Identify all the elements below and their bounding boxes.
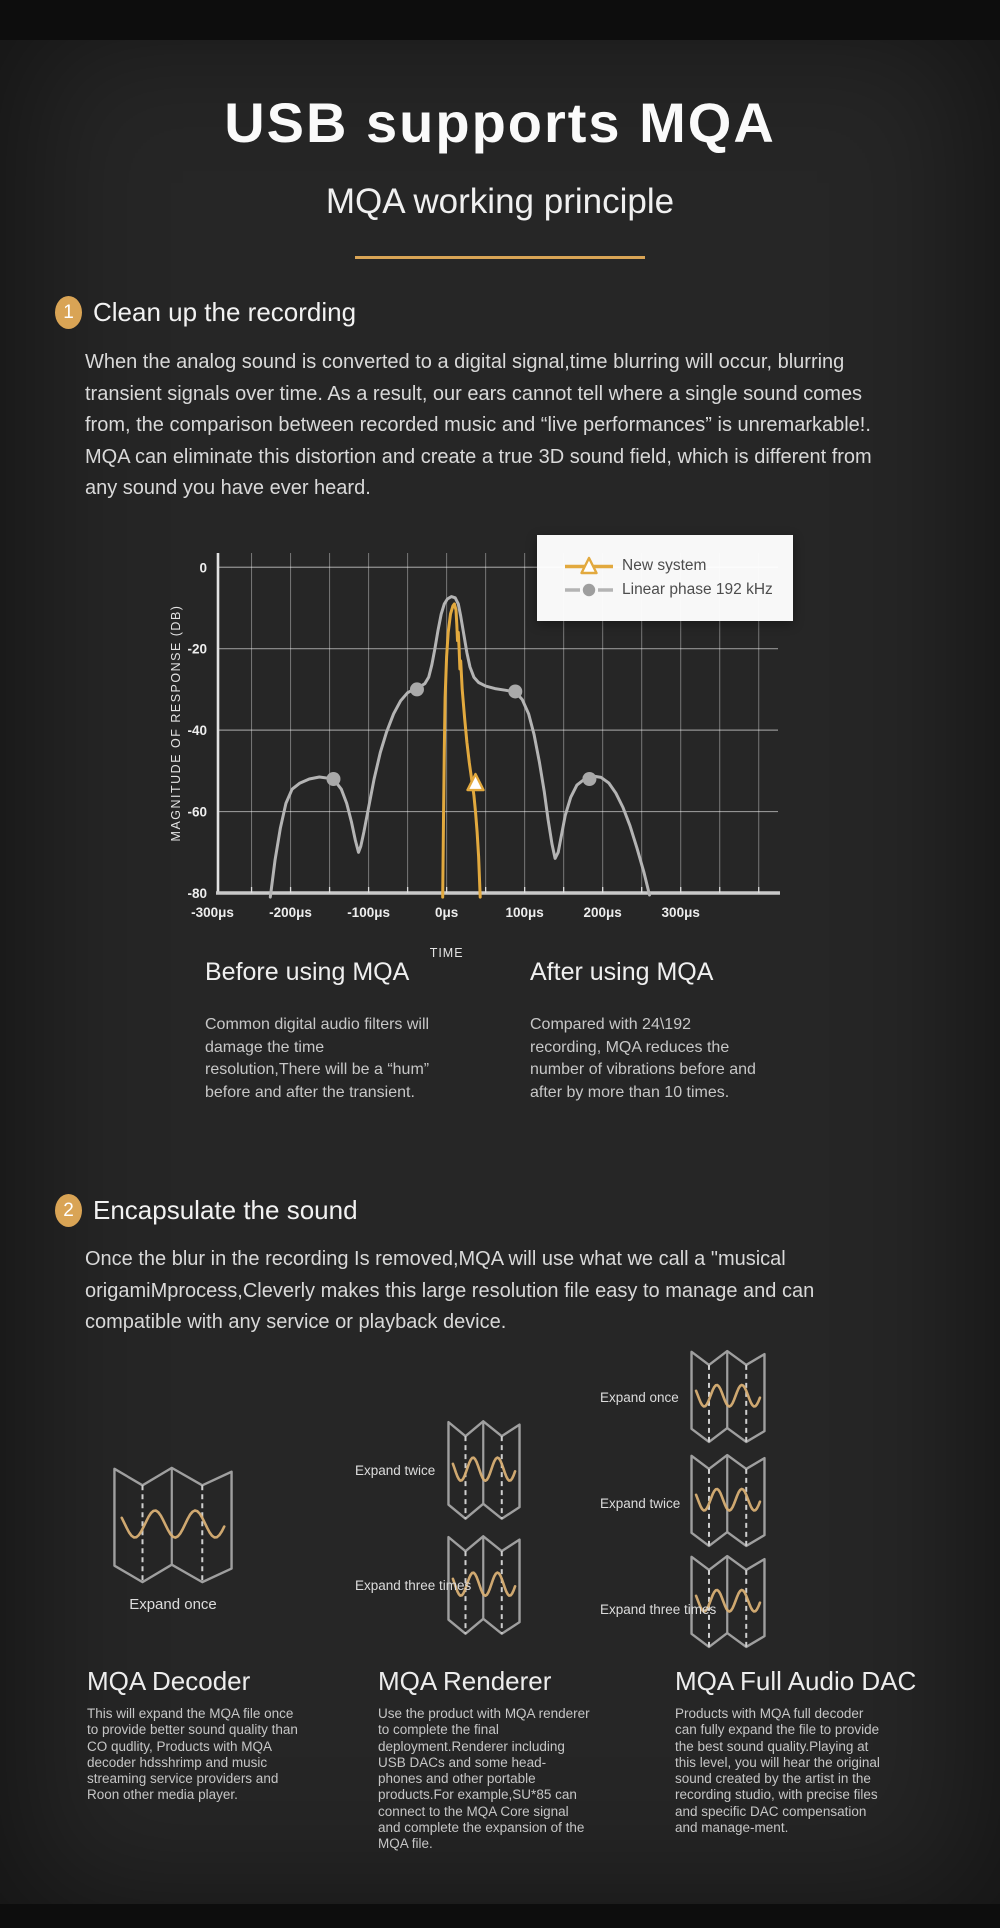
section-1-number-badge: 1 [55, 296, 82, 329]
circle-marker [508, 684, 522, 698]
top-strip [0, 0, 1000, 40]
series-line [443, 604, 481, 897]
after-mqa-heading: After using MQA [530, 958, 714, 986]
after-mqa-body: Compared with 24\192 recording, MQA reduces the number of vibrations before and after by more than 10 times. [530, 1016, 756, 1101]
legend-label-linear-phase: Linear phase 192 kHz [622, 580, 773, 598]
svg-text:200μs: 200μs [583, 905, 622, 920]
bottom-strip [0, 1904, 1000, 1928]
expand-step-label: Expand once [129, 1596, 217, 1613]
accent-divider [355, 256, 645, 259]
svg-text:100μs: 100μs [505, 905, 544, 920]
section-2-number-badge: 2 [55, 1194, 82, 1227]
expand-step-label: Expand twice [600, 1496, 681, 1511]
section-2-header [55, 1194, 358, 1227]
legend-item-linear-phase [565, 579, 793, 600]
svg-text:-60: -60 [187, 804, 207, 820]
svg-text:MAGNITUDE OF RESPONSE (DB): MAGNITUDE OF RESPONSE (DB) [169, 604, 183, 842]
svg-text:-80: -80 [187, 886, 207, 901]
chart-legend [537, 535, 793, 621]
svg-text:-300μs: -300μs [191, 905, 234, 920]
column-heading-mqa-renderer: MQA Renderer [378, 1666, 552, 1696]
expand-step-label: Expand twice [355, 1463, 436, 1478]
svg-text:300μs: 300μs [661, 905, 700, 920]
svg-text:TIME: TIME [429, 946, 464, 960]
chart-area [0, 530, 1000, 975]
section-1-body: When the analog sound is converted to a digital signal,time blurring will occur, blurring transient signals over time. As a result, our ears cannot tell where a single sound comes from, the comparison between recorded music and “live performances” is unremarkable!. MQA can eliminate this distortion and create a true 3D sound field, which is different from any sound you have ever heard. [85, 351, 872, 499]
legend-circle-marker-icon [565, 579, 613, 600]
expand-step-label: Expand three times [600, 1602, 717, 1617]
folded-paper-icon [690, 1452, 766, 1549]
section-1-header [55, 296, 356, 329]
svg-text:-100μs: -100μs [347, 905, 390, 920]
expand-step-label: Expand once [600, 1390, 679, 1405]
before-mqa-heading: Before using MQA [205, 958, 410, 986]
section-2-body: Once the blur in the recording Is removed,MQA will use what we call a "musical origamiMprocess,Cleverly makes this large resolution file easy to manage and can compatible with any service or playback device. [85, 1248, 815, 1333]
svg-text:-40: -40 [187, 723, 207, 739]
folded-paper-icon [690, 1348, 766, 1445]
legend-item-new-system [565, 555, 793, 576]
circle-marker [410, 682, 424, 696]
expand-step-label: Expand three times [355, 1578, 472, 1593]
svg-text:0μs: 0μs [434, 905, 459, 920]
circle-marker [326, 772, 340, 786]
column-heading-mqa-full-audio-dac: MQA Full Audio DAC [675, 1666, 917, 1696]
column-body-mqa-decoder: This will expand the MQA file once to provide better sound quality than CO qudlity, Products with MQA decoder hdsshrimp and music streaming service providers and Roon other media player. [87, 1706, 298, 1803]
svg-text:0: 0 [199, 560, 207, 576]
section-2-heading: Encapsulate the sound [93, 1195, 358, 1225]
circle-marker [582, 772, 596, 786]
folded-paper-icon [112, 1464, 234, 1586]
column-body-mqa-full-audio-dac: Products with MQA full decoder can fully expand the file to provide the best sound quality.Playing at this level, you will hear the original sound created by the artist in the recording studio, with precise files and specific DAC compensation and manage-ment. [675, 1706, 880, 1836]
svg-text:-200μs: -200μs [269, 905, 312, 920]
page-subtitle: MQA working principle [325, 182, 675, 221]
legend-triangle-marker-icon [565, 555, 613, 576]
section-1-heading: Clean up the recording [93, 297, 357, 327]
column-body-mqa-renderer: Use the product with MQA renderer to complete the final deployment.Renderer including USB DACs and some head-phones and other portable products.For example,SU*85 can connect to the MQA Core signal and complete the expansion of the MQA file. [378, 1706, 590, 1852]
svg-text:-20: -20 [187, 641, 207, 657]
column-heading-mqa-decoder: MQA Decoder [87, 1666, 251, 1696]
page-title: USB supports MQA [224, 91, 776, 154]
before-mqa-body: Common digital audio filters will damage the time resolution,There will be a “hum” before and after the transient. [205, 1016, 430, 1101]
legend-label-new-system: New system [622, 556, 707, 574]
folded-paper-icon [447, 1418, 521, 1522]
